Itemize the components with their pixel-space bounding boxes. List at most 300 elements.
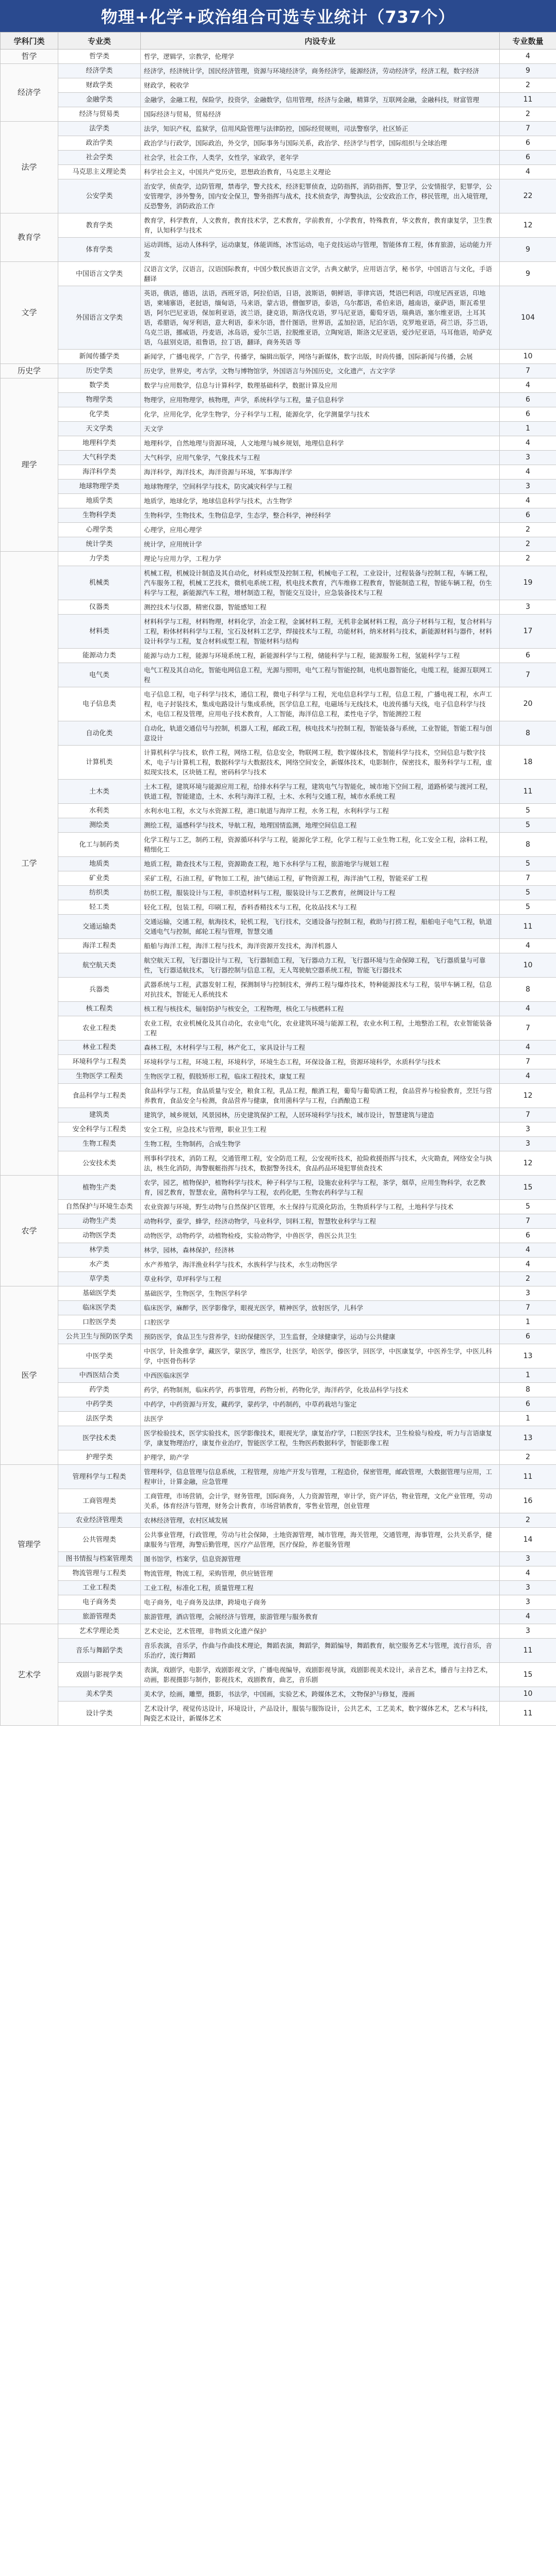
count-cell: 11 — [500, 1465, 556, 1489]
majors-cell: 理论与应用力学，工程力学 — [141, 552, 500, 566]
header-majors: 内设专业 — [141, 32, 500, 49]
majors-cell: 中西医临床医学 — [141, 1368, 500, 1383]
majors-cell: 生物医学工程，假肢矫形工程，临床工程技术，康复工程 — [141, 1069, 500, 1084]
count-cell: 4 — [500, 436, 556, 451]
category-cell: 数学类 — [58, 378, 141, 393]
table-row — [1, 663, 556, 687]
count-cell: 12 — [500, 1151, 556, 1176]
category-cell: 林学类 — [58, 1243, 141, 1258]
majors-cell: 音乐表演，音乐学，作曲与作曲技术理论，舞蹈表演，舞蹈学，舞蹈编导，舞蹈教育，航空服务艺术与管理，流行音乐，音乐治疗，流行舞蹈 — [141, 1639, 500, 1663]
table-row — [1, 1702, 556, 1726]
table-row — [1, 857, 556, 871]
table-row — [1, 1108, 556, 1122]
majors-cell: 草业科学，草坪科学与工程 — [141, 1272, 500, 1286]
category-cell: 财政学类 — [58, 78, 141, 93]
majors-cell: 新闻学，广播电视学，广告学，传播学，编辑出版学，网络与新媒体，数字出版，时尚传播，国际新闻与传播，会展 — [141, 350, 500, 364]
category-cell: 林业工程类 — [58, 1041, 141, 1055]
category-cell: 交通运输类 — [58, 915, 141, 939]
category-cell: 农业工程类 — [58, 1016, 141, 1041]
table-row — [1, 1330, 556, 1344]
majors-cell: 农林经济管理，农村区域发展 — [141, 1513, 500, 1528]
table-row — [1, 953, 556, 978]
category-cell: 临床医学类 — [58, 1301, 141, 1315]
majors-cell: 水产养殖学，海洋渔业科学与技术，水族科学与技术，水生动物医学 — [141, 1258, 500, 1272]
table-row — [1, 1344, 556, 1368]
majors-cell: 航空航天工程，飞行器设计与工程，飞行器制造工程，飞行器动力工程，飞行器环境与生命保障工程，飞行器质量与可靠性，飞行器适航技术，飞行器控制与信息工程，无人驾驶航空器系统工程，智能飞行器技术 — [141, 953, 500, 978]
table-row — [1, 1258, 556, 1272]
majors-cell: 心理学，应用心理学 — [141, 523, 500, 537]
category-cell: 测绘类 — [58, 818, 141, 833]
table-row — [1, 1624, 556, 1639]
table-row — [1, 804, 556, 818]
category-cell: 地理科学类 — [58, 436, 141, 451]
majors-cell: 海洋科学，海洋技术，海洋资源与环境，军事海洋学 — [141, 465, 500, 480]
table-row — [1, 393, 556, 407]
majors-cell: 艺术史论，艺术管理，非物质文化遗产保护 — [141, 1624, 500, 1639]
majors-cell: 物流管理，物流工程，采购管理，供应链管理 — [141, 1566, 500, 1581]
table-row — [1, 1301, 556, 1315]
count-cell: 6 — [500, 136, 556, 151]
category-cell: 草学类 — [58, 1272, 141, 1286]
count-cell: 4 — [500, 1566, 556, 1581]
count-cell: 3 — [500, 1552, 556, 1566]
category-cell: 地质类 — [58, 857, 141, 871]
category-cell: 哲学类 — [58, 49, 141, 64]
count-cell: 15 — [500, 1176, 556, 1200]
table-row — [1, 1412, 556, 1426]
category-cell: 公共管理类 — [58, 1528, 141, 1552]
count-cell: 7 — [500, 1055, 556, 1069]
count-cell: 1 — [500, 1315, 556, 1330]
majors-cell: 地理科学，自然地理与资源环境，人文地理与城乡规划，地理信息科学 — [141, 436, 500, 451]
category-cell: 公共卫生与预防医学类 — [58, 1330, 141, 1344]
category-cell: 法学类 — [58, 122, 141, 136]
category-cell: 航空航天类 — [58, 953, 141, 978]
table-row — [1, 1041, 556, 1055]
count-cell: 3 — [500, 1122, 556, 1137]
count-cell: 22 — [500, 179, 556, 213]
category-cell: 中药学类 — [58, 1397, 141, 1412]
majors-cell: 物理学，应用物理学，核物理，声学，系统科学与工程，量子信息科学 — [141, 393, 500, 407]
table-row — [1, 687, 556, 721]
discipline-cell: 经济学 — [1, 64, 58, 122]
majors-cell: 安全工程，应急技术与管理，职业卫生工程 — [141, 1122, 500, 1137]
table-row — [1, 721, 556, 746]
majors-cell: 环境科学与工程，环境工程，环境科学，环境生态工程，环保设备工程，资源环境科学，水质科学与技术 — [141, 1055, 500, 1069]
count-cell: 7 — [500, 663, 556, 687]
table-row — [1, 179, 556, 213]
category-cell: 自然保护与环境生态类 — [58, 1200, 141, 1214]
count-cell: 5 — [500, 857, 556, 871]
discipline-cell: 历史学 — [1, 364, 58, 378]
majors-cell: 刑事科学技术，消防工程，交通管理工程，安全防范工程，公安视听技术，抢险救援指挥与技术，火灾勘查，网络安全与执法，核生化消防，海警舰艇指挥与技术，数据警务技术，食品药品环境犯罪侦查技术 — [141, 1151, 500, 1176]
category-cell: 马克思主义理论类 — [58, 165, 141, 179]
count-cell: 3 — [500, 1286, 556, 1301]
category-cell: 矿业类 — [58, 871, 141, 886]
count-cell: 6 — [500, 1229, 556, 1243]
count-cell: 2 — [500, 523, 556, 537]
count-cell: 19 — [500, 566, 556, 600]
table-header-row — [1, 32, 556, 49]
count-cell: 1 — [500, 1368, 556, 1383]
table-row — [1, 537, 556, 552]
table-row — [1, 833, 556, 857]
table-row — [1, 1595, 556, 1610]
majors-cell: 工商管理，市场营销，会计学，财务管理，国际商务，人力资源管理，审计学，资产评估，物业管理，文化产业管理，劳动关系，体育经济与管理，财务会计教育，市场营销教育，零售业管理，创业管理 — [141, 1489, 500, 1513]
category-cell: 水利类 — [58, 804, 141, 818]
majors-cell: 电子商务，电子商务及法律，跨境电子商务 — [141, 1595, 500, 1610]
table-row — [1, 350, 556, 364]
count-cell: 6 — [500, 1330, 556, 1344]
count-cell: 1 — [500, 1412, 556, 1426]
table-row — [1, 64, 556, 78]
table-row — [1, 1002, 556, 1016]
majors-cell: 纺织工程，服装设计与工程，非织造材料与工程，服装设计与工艺教育，丝绸设计与工程 — [141, 886, 500, 900]
count-cell: 8 — [500, 978, 556, 1002]
count-cell: 9 — [500, 64, 556, 78]
category-cell: 海洋科学类 — [58, 465, 141, 480]
discipline-cell: 农学 — [1, 1176, 58, 1286]
majors-cell: 水利水电工程，水文与水资源工程，港口航道与海岸工程，水务工程，水利科学与工程 — [141, 804, 500, 818]
table-row — [1, 364, 556, 378]
category-cell: 新闻传播学类 — [58, 350, 141, 364]
majors-cell: 化学工程与工艺，制药工程，资源循环科学与工程，能源化学工程，化学工程与工业生物工程，化工安全工程，涂料工程，精细化工 — [141, 833, 500, 857]
category-cell: 能源动力类 — [58, 649, 141, 663]
category-cell: 轻工类 — [58, 900, 141, 915]
count-cell: 5 — [500, 804, 556, 818]
majors-cell: 旅游管理，酒店管理，会展经济与管理，旅游管理与服务教育 — [141, 1610, 500, 1624]
count-cell: 4 — [500, 378, 556, 393]
majors-cell: 动物科学，蚕学，蜂学，经济动物学，马业科学，饲料工程，智慧牧业科学与工程 — [141, 1214, 500, 1229]
table-row — [1, 1687, 556, 1702]
table-row — [1, 465, 556, 480]
majors-cell: 财政学，税收学 — [141, 78, 500, 93]
count-cell: 4 — [500, 1041, 556, 1055]
header-discipline: 学科门类 — [1, 32, 58, 49]
category-cell: 生物工程类 — [58, 1137, 141, 1151]
majors-cell: 美术学，绘画，雕塑，摄影，书法学，中国画，实验艺术，跨媒体艺术，文物保护与修复，漫画 — [141, 1687, 500, 1702]
count-cell: 4 — [500, 1610, 556, 1624]
table-row — [1, 1450, 556, 1465]
majors-cell: 管理科学，信息管理与信息系统，工程管理，房地产开发与管理，工程造价，保密管理，邮政管理，大数据管理与应用，工程审计，计算金融，应急管理 — [141, 1465, 500, 1489]
discipline-cell: 哲学 — [1, 49, 58, 64]
count-cell: 9 — [500, 238, 556, 262]
count-cell: 11 — [500, 915, 556, 939]
category-cell: 化学类 — [58, 407, 141, 422]
table-row — [1, 151, 556, 165]
count-cell: 13 — [500, 1344, 556, 1368]
category-cell: 纺织类 — [58, 886, 141, 900]
majors-cell: 地球物理学，空间科学与技术，防灾减灾科学与工程 — [141, 480, 500, 494]
table-row — [1, 1639, 556, 1663]
majors-cell: 农业资源与环境，野生动物与自然保护区管理，水土保持与荒漠化防治，生物质科学与工程，土地科学与技术 — [141, 1200, 500, 1214]
majors-cell: 经济学，经济统计学，国民经济管理，资源与环境经济学，商务经济学，能源经济，劳动经济学，经济工程，数字经济 — [141, 64, 500, 78]
majors-cell: 药学，药物制剂，临床药学，药事管理，药物分析，药物化学，海洋药学，化妆品科学与技术 — [141, 1383, 500, 1397]
category-cell: 农业经济管理类 — [58, 1513, 141, 1528]
category-cell: 公安学类 — [58, 179, 141, 213]
table-row — [1, 451, 556, 465]
table-row — [1, 165, 556, 179]
category-cell: 机械类 — [58, 566, 141, 600]
table-row — [1, 238, 556, 262]
category-cell: 动物生产类 — [58, 1214, 141, 1229]
majors-cell: 农业工程，农业机械化及其自动化，农业电气化，农业建筑环境与能源工程，农业水利工程，土地整治工程，农业智能装备工程 — [141, 1016, 500, 1041]
category-cell: 管理科学与工程类 — [58, 1465, 141, 1489]
table-row — [1, 1426, 556, 1450]
count-cell: 5 — [500, 1200, 556, 1214]
majors-cell: 历史学，世界史，考古学，文物与博物馆学，外国语言与外国历史，文化遗产，古文字学 — [141, 364, 500, 378]
majors-cell: 基础医学，生物医学，生物医学科学 — [141, 1286, 500, 1301]
count-cell: 7 — [500, 1108, 556, 1122]
majors-cell: 表演，戏剧学，电影学，戏剧影视文学，广播电视编导，戏剧影视导演，戏剧影视美术设计，录音艺术，播音与主持艺术，动画，影视摄影与制作，影视技术，戏剧教育，曲艺，音乐剧 — [141, 1663, 500, 1687]
table-row — [1, 508, 556, 523]
majors-cell: 医学检验技术，医学实验技术，医学影像技术，眼视光学，康复治疗学，口腔医学技术，卫生检验与检疫，听力与言语康复学，康复物理治疗，康复作业治疗，智能医学工程，生物医药数据科学，智能影像工程 — [141, 1426, 500, 1450]
table-row — [1, 1122, 556, 1137]
majors-cell: 测绘工程，遥感科学与技术，导航工程，地理国情监测，地理空间信息工程 — [141, 818, 500, 833]
table-row — [1, 262, 556, 286]
category-cell: 护理学类 — [58, 1450, 141, 1465]
discipline-cell: 管理学 — [1, 1465, 58, 1624]
category-cell: 核工程类 — [58, 1002, 141, 1016]
count-cell: 10 — [500, 350, 556, 364]
majors-cell: 地质学，地球化学，地球信息科学与技术，古生物学 — [141, 494, 500, 508]
count-cell: 4 — [500, 465, 556, 480]
count-cell: 4 — [500, 1243, 556, 1258]
count-cell: 2 — [500, 1450, 556, 1465]
majors-cell: 数学与应用数学，信息与计算科学，数理基础科学，数据计算及应用 — [141, 378, 500, 393]
category-cell: 美术学类 — [58, 1687, 141, 1702]
category-cell: 法医学类 — [58, 1412, 141, 1426]
majors-cell: 食品科学与工程，食品质量与安全，粮食工程，乳品工程，酿酒工程，葡萄与葡萄酒工程，食品营养与检验教育，烹饪与营养教育，食品安全与检测，食品营养与健康，食用菌科学与工程，白酒酿造工程 — [141, 1084, 500, 1108]
majors-cell: 生物工程，生物制药，合成生物学 — [141, 1137, 500, 1151]
table-row — [1, 1465, 556, 1489]
majors-cell: 材料科学与工程，材料物理，材料化学，冶金工程，金属材料工程，无机非金属材料工程，高分子材料与工程，复合材料与工程，粉体材料科学与工程，宝石及材料工艺学，焊接技术与工程，功能材料，纳米材料与技术，新能源材料与器件，材料设计科学与工程，复合材料成型工程，智能材料与结构 — [141, 615, 500, 649]
table-row — [1, 600, 556, 615]
majors-cell: 治安学，侦查学，边防管理，禁毒学，警犬技术，经济犯罪侦查，边防指挥，消防指挥，警卫学，公安情报学，犯罪学，公安管理学，涉外警务，国内安全保卫，警务指挥与战术，技术侦查学，海警执法，公安政治工作，移民管理，出入境管理，反恐警务，消防政治工作 — [141, 179, 500, 213]
category-cell: 地球物理学类 — [58, 480, 141, 494]
count-cell: 3 — [500, 480, 556, 494]
table-row — [1, 900, 556, 915]
majors-cell: 建筑学，城乡规划，风景园林，历史建筑保护工程，人居环境科学与技术，城市设计，智慧建筑与建造 — [141, 1108, 500, 1122]
majors-cell: 大气科学，应用气象学，气象技术与工程 — [141, 451, 500, 465]
count-cell: 6 — [500, 393, 556, 407]
majors-cell: 天文学 — [141, 422, 500, 436]
majors-cell: 交通运输，交通工程，航海技术，轮机工程，飞行技术，交通设备与控制工程，救助与打捞工程，船舶电子电气工程，轨道交通电气与控制，邮轮工程与管理，智慧交通 — [141, 915, 500, 939]
category-cell: 动物医学类 — [58, 1229, 141, 1243]
table-row — [1, 1016, 556, 1041]
category-cell: 化工与制药类 — [58, 833, 141, 857]
table-row — [1, 1610, 556, 1624]
table-row — [1, 1513, 556, 1528]
majors-cell: 土木工程，建筑环境与能源应用工程，给排水科学与工程，建筑电气与智能化，城市地下空间工程，道路桥梁与渡河工程，铁道工程，智能建造，土木、水利与海洋工程，土木、水利与交通工程，城市水系统工程 — [141, 780, 500, 804]
table-row — [1, 886, 556, 900]
category-cell: 基础医学类 — [58, 1286, 141, 1301]
table-row — [1, 1137, 556, 1151]
table-row — [1, 1055, 556, 1069]
count-cell: 11 — [500, 93, 556, 107]
table-row — [1, 1084, 556, 1108]
table-row — [1, 818, 556, 833]
category-cell: 力学类 — [58, 552, 141, 566]
category-cell: 图书情报与档案管理类 — [58, 1552, 141, 1566]
table-row — [1, 1272, 556, 1286]
category-cell: 工商管理类 — [58, 1489, 141, 1513]
majors-cell: 预防医学，食品卫生与营养学，妇幼保健医学，卫生监督，全球健康学，运动与公共健康 — [141, 1330, 500, 1344]
majors-cell: 英语，俄语，德语，法语，西班牙语，阿拉伯语，日语，波斯语，朝鲜语，菲律宾语，梵语巴利语，印度尼西亚语，印地语，柬埔寨语，老挝语，缅甸语，马来语，蒙古语，僧伽罗语，泰语，乌尔都语，希伯来语，越南语，豪萨语，斯瓦希里语，阿尔巴尼亚语，保加利亚语，波兰语，捷克语，斯洛伐克语，罗马尼亚语，葡萄牙语，瑞典语，塞尔维亚语，土耳其语，希腊语，匈牙利语，意大利语，泰米尔语，普什图语，世界语，孟加拉语，尼泊尔语，克罗地亚语，荷兰语，芬兰语，乌克兰语，挪威语，丹麦语，冰岛语，爱尔兰语，拉脱维亚语，立陶宛语，斯洛文尼亚语，爱沙尼亚语，马耳他语，哈萨克语，乌兹别克语，祖鲁语，拉丁语，翻译，商务英语 等 — [141, 286, 500, 350]
table-row — [1, 107, 556, 122]
table-row — [1, 780, 556, 804]
category-cell: 电子商务类 — [58, 1595, 141, 1610]
table-row — [1, 378, 556, 393]
count-cell: 5 — [500, 900, 556, 915]
discipline-cell: 教育学 — [1, 213, 58, 262]
count-cell: 13 — [500, 1426, 556, 1450]
category-cell: 金融学类 — [58, 93, 141, 107]
majors-cell: 法学，知识产权，监狱学，信用风险管理与法律防控，国际经贸规则，司法警察学，社区矫正 — [141, 122, 500, 136]
count-cell: 2 — [500, 552, 556, 566]
table-row — [1, 407, 556, 422]
discipline-cell: 理学 — [1, 378, 58, 552]
majors-cell: 农学，园艺，植物保护，植物科学与技术，种子科学与工程，设施农业科学与工程，茶学，烟草，应用生物科学，农艺教育，园艺教育，智慧农业，菌物科学与工程，农药化肥，生物农药科学与工程 — [141, 1176, 500, 1200]
majors-cell: 电气工程及其自动化，智能电网信息工程，光源与照明，电气工程与智能控制，电机电器智能化，电缆工程，能源互联网工程 — [141, 663, 500, 687]
count-cell: 5 — [500, 886, 556, 900]
category-cell: 天文学类 — [58, 422, 141, 436]
majors-cell: 自动化，轨道交通信号与控制，机器人工程，邮政工程，核电技术与控制工程，智能装备与系统，工业智能，智能工程与创意设计 — [141, 721, 500, 746]
category-cell: 仪器类 — [58, 600, 141, 615]
category-cell: 生物科学类 — [58, 508, 141, 523]
majors-cell: 森林工程，木材科学与工程，林产化工，家具设计与工程 — [141, 1041, 500, 1055]
category-cell: 自动化类 — [58, 721, 141, 746]
count-cell: 4 — [500, 1258, 556, 1272]
majors-cell: 动物医学，动物药学，动植物检疫，实验动物学，中兽医学，兽医公共卫生 — [141, 1229, 500, 1243]
majors-cell: 机械工程，机械设计制造及其自动化，材料成型及控制工程，机械电子工程，工业设计，过程装备与控制工程，车辆工程，汽车服务工程，机械工艺技术，微机电系统工程，机电技术教育，汽车维修工程教育，智能制造工程，智能车辆工程，仿生科学与工程，新能源汽车工程，增材制造工程，智能交互设计，应急装备技术与工程 — [141, 566, 500, 600]
count-cell: 3 — [500, 600, 556, 615]
table-row — [1, 1243, 556, 1258]
table-row — [1, 615, 556, 649]
count-cell: 6 — [500, 407, 556, 422]
count-cell: 2 — [500, 1272, 556, 1286]
table-row — [1, 871, 556, 886]
category-cell: 教育学类 — [58, 213, 141, 238]
table-body — [1, 49, 556, 1726]
category-cell: 音乐与舞蹈学类 — [58, 1639, 141, 1663]
majors-cell: 公共事业管理，行政管理，劳动与社会保障，土地资源管理，城市管理，海关管理，交通管理，海事管理，公共关系学，健康服务与管理，海警后勤管理，医疗产品管理，医疗保险，养老服务管理 — [141, 1528, 500, 1552]
table-row — [1, 1489, 556, 1513]
category-cell: 物理学类 — [58, 393, 141, 407]
count-cell: 7 — [500, 1214, 556, 1229]
category-cell: 土木类 — [58, 780, 141, 804]
category-cell: 水产类 — [58, 1258, 141, 1272]
category-cell: 海洋工程类 — [58, 939, 141, 953]
table-row — [1, 49, 556, 64]
category-cell: 中国语言文学类 — [58, 262, 141, 286]
category-cell: 地质学类 — [58, 494, 141, 508]
category-cell: 公安技术类 — [58, 1151, 141, 1176]
majors-cell: 测控技术与仪器，精密仪器，智能感知工程 — [141, 600, 500, 615]
count-cell: 7 — [500, 1301, 556, 1315]
table-row — [1, 1176, 556, 1200]
count-cell: 11 — [500, 780, 556, 804]
table-row — [1, 649, 556, 663]
discipline-cell: 法学 — [1, 122, 58, 213]
majors-cell: 运动训练，运动人体科学，运动康复，体能训练，冰雪运动，电子竞技运动与管理，智能体育工程，体育旅游，运动能力开发 — [141, 238, 500, 262]
category-cell: 电气类 — [58, 663, 141, 687]
table-row — [1, 436, 556, 451]
category-cell: 电子信息类 — [58, 687, 141, 721]
majors-cell: 采矿工程，石油工程，矿物加工工程，油气储运工程，矿物资源工程，海洋油气工程，智能采矿工程 — [141, 871, 500, 886]
table-row — [1, 1069, 556, 1084]
count-cell: 3 — [500, 1137, 556, 1151]
count-cell: 16 — [500, 1489, 556, 1513]
count-cell: 6 — [500, 508, 556, 523]
count-cell: 17 — [500, 615, 556, 649]
table-row — [1, 213, 556, 238]
count-cell: 6 — [500, 1397, 556, 1412]
majors-cell: 计算机科学与技术，软件工程，网络工程，信息安全，物联网工程，数字媒体技术，智能科学与技术，空间信息与数字技术，电子与计算机工程，数据科学与大数据技术，网络空间安全，新媒体技术，电影制作，保密技术，服务科学与工程，虚拟现实技术，区块链工程，密码科学与技术 — [141, 746, 500, 780]
discipline-cell: 艺术学 — [1, 1624, 58, 1726]
majors-cell: 核工程与核技术，辐射防护与核安全，工程物理，核化工与核燃料工程 — [141, 1002, 500, 1016]
majors-table — [0, 32, 556, 1726]
count-cell: 7 — [500, 871, 556, 886]
discipline-cell: 工学 — [1, 552, 58, 1176]
category-cell: 药学类 — [58, 1383, 141, 1397]
category-cell: 体育学类 — [58, 238, 141, 262]
count-cell: 20 — [500, 687, 556, 721]
majors-cell: 船舶与海洋工程，海洋工程与技术，海洋资源开发技术，海洋机器人 — [141, 939, 500, 953]
count-cell: 4 — [500, 494, 556, 508]
category-cell: 中西医结合类 — [58, 1368, 141, 1383]
table-row — [1, 746, 556, 780]
majors-cell: 艺术设计学，视觉传达设计，环境设计，产品设计，服装与服饰设计，公共艺术，工艺美术，数字媒体艺术，艺术与科技，陶瓷艺术设计，新媒体艺术 — [141, 1702, 500, 1726]
count-cell: 10 — [500, 953, 556, 978]
count-cell: 10 — [500, 1687, 556, 1702]
category-cell: 兵器类 — [58, 978, 141, 1002]
category-cell: 植物生产类 — [58, 1176, 141, 1200]
count-cell: 104 — [500, 286, 556, 350]
count-cell: 18 — [500, 746, 556, 780]
count-cell: 4 — [500, 165, 556, 179]
table-row — [1, 1286, 556, 1301]
table-row — [1, 480, 556, 494]
table-row — [1, 1566, 556, 1581]
category-cell: 设计学类 — [58, 1702, 141, 1726]
category-cell: 戏剧与影视学类 — [58, 1663, 141, 1687]
count-cell: 3 — [500, 1624, 556, 1639]
category-cell: 计算机类 — [58, 746, 141, 780]
count-cell: 3 — [500, 451, 556, 465]
table-row — [1, 939, 556, 953]
category-cell: 经济学类 — [58, 64, 141, 78]
majors-cell: 地质工程，勘查技术与工程，资源勘查工程，地下水科学与工程，旅游地学与规划工程 — [141, 857, 500, 871]
count-cell: 2 — [500, 78, 556, 93]
majors-cell: 法医学 — [141, 1412, 500, 1426]
category-cell: 历史学类 — [58, 364, 141, 378]
table-row — [1, 566, 556, 600]
category-cell: 社会学类 — [58, 151, 141, 165]
majors-cell: 国际经济与贸易，贸易经济 — [141, 107, 500, 122]
majors-cell: 金融学，金融工程，保险学，投资学，金融数学，信用管理，经济与金融，精算学，互联网金融，金融科技，财富管理 — [141, 93, 500, 107]
table-row — [1, 136, 556, 151]
majors-cell: 电子信息工程，电子科学与技术，通信工程，微电子科学与工程，光电信息科学与工程，信息工程，广播电视工程，水声工程，电子封装技术，集成电路设计与集成系统，医学信息工程，电磁场与无线技术，电波传播与天线，电子信息科学与技术，电信工程及管理，应用电子技术教育，人工智能，海洋信息工程，柔性电子学，智能测控工程 — [141, 687, 500, 721]
count-cell: 4 — [500, 49, 556, 64]
table-row — [1, 1368, 556, 1383]
count-cell: 1 — [500, 422, 556, 436]
table-row — [1, 122, 556, 136]
majors-cell: 政治学与行政学，国际政治，外交学，国际事务与国际关系，政治学、经济学与哲学，国际组织与全球治理 — [141, 136, 500, 151]
category-cell: 环境科学与工程类 — [58, 1055, 141, 1069]
table-row — [1, 978, 556, 1002]
count-cell: 3 — [500, 1581, 556, 1595]
